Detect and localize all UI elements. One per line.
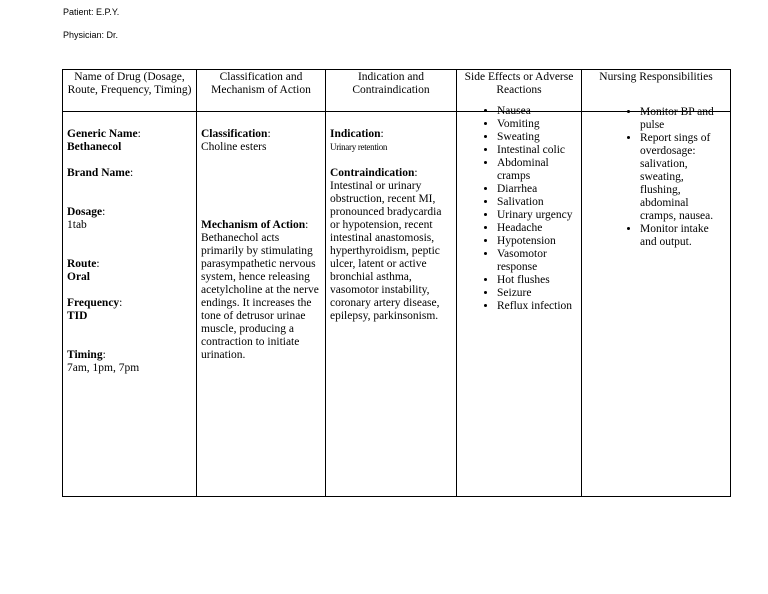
list-item: • Report sings of overdosage: salivation, sweating, flushing, abdominal cramps, nausea. [640,132,726,223]
list-item: • Intestinal colic [497,144,577,157]
drug-study-table [62,69,731,497]
list-item: • Hot flushes [497,274,577,287]
list-item: • Monitor intake and output. [640,223,726,249]
list-item: • Vomiting [497,118,577,131]
patient-label: Patient: E.P.Y. [63,7,120,17]
list-item: • Hypotension [497,235,577,248]
list-item: • Headache [497,222,577,235]
nursing-list [586,106,726,249]
header-classification: Classification and Mechanism of Action [197,70,326,112]
side-effects-cell [457,105,582,497]
frequency-value: TID [67,310,88,322]
indication-label: Indication [330,128,381,140]
list-item: • Abdominal cramps [497,157,577,183]
contraindication-value: Intestinal or urinary obstruction, recent MI, pronounced bradycardia or hypotension, recent intestinal anastomosis, hyperthyroidism, peptic ulcer, latent or active bronchial asthma, vasomotor instability, coronary artery disease, epilepsy, parkinsonism. [330,180,442,322]
list-item: • Salivation [497,196,577,209]
dosage-label: Dosage [67,206,103,218]
classification-label: Classification [201,128,268,140]
list-item: • Diarrhea [497,183,577,196]
contraindication-label: Contraindication [330,167,415,179]
mechanism-label: Mechanism of Action [201,219,306,231]
classification-value: Choline esters [201,141,267,153]
mechanism-value: Bethanechol acts primarily by stimulating parasympathetic nervous system, hence releasing acetylcholine at the nerve endings. It increases the tone of detrusor urinae muscle, producing a contraction to initiate urination. [201,232,319,361]
list-item: • Nausea [497,105,577,118]
header-indication: Indication and Contraindication [326,70,457,112]
list-item: • Reflux infection [497,300,577,313]
classification-cell: Classification: Choline esters Mechanism of Action: Bethanechol acts primarily by stimulating parasympathetic nervous system, hence releasing acetylcholine at the nerve endings. It increases the tone of detrusor urinae muscle, producing a contraction to initiate urination. [197,112,326,497]
list-item: • Seizure [497,287,577,300]
timing-label: Timing [67,349,103,361]
drug-info-cell: Generic Name: Bethanecol Brand Name: Dosage: 1tab Route: Oral Frequency: TID Timing: 7am, 1pm, 7pm [63,112,197,497]
dosage-value: 1tab [67,219,87,231]
list-item: • Vasomotor response [497,248,577,274]
physician-label: Physician: Dr. [63,30,119,40]
table-row [63,112,731,497]
list-item: • Sweating [497,131,577,144]
header-drug-name: Name of Drug (Dosage, Route, Frequency, Timing) [63,70,197,112]
timing-value: 7am, 1pm, 7pm [67,362,140,374]
route-label: Route [67,258,97,270]
header-side-effects: Side Effects or Adverse Reactions [457,70,582,112]
side-effects-list [461,105,577,313]
generic-name-value: Bethanecol [67,141,122,153]
nursing-cell [582,106,731,497]
indication-cell: Indication: Urinary retention Contraindication: Intestinal or urinary obstruction, recent MI, pronounced bradycardia or hypotension, recent intestinal anastomosis, hyperthyroidism, peptic ulcer, latent or active bronchial asthma, vasomotor instability, coronary artery disease, epilepsy, parkinsonism. [326,112,457,497]
route-value: Oral [67,271,90,283]
header-nursing: Nursing Responsibilities [582,70,731,112]
list-item: • Monitor BP and pulse [640,106,726,132]
generic-name-label: Generic Name [67,128,138,140]
frequency-label: Frequency [67,297,120,309]
list-item: • Urinary urgency [497,209,577,222]
indication-value: Urinary retention [330,142,388,152]
brand-name-label: Brand Name [67,167,130,179]
